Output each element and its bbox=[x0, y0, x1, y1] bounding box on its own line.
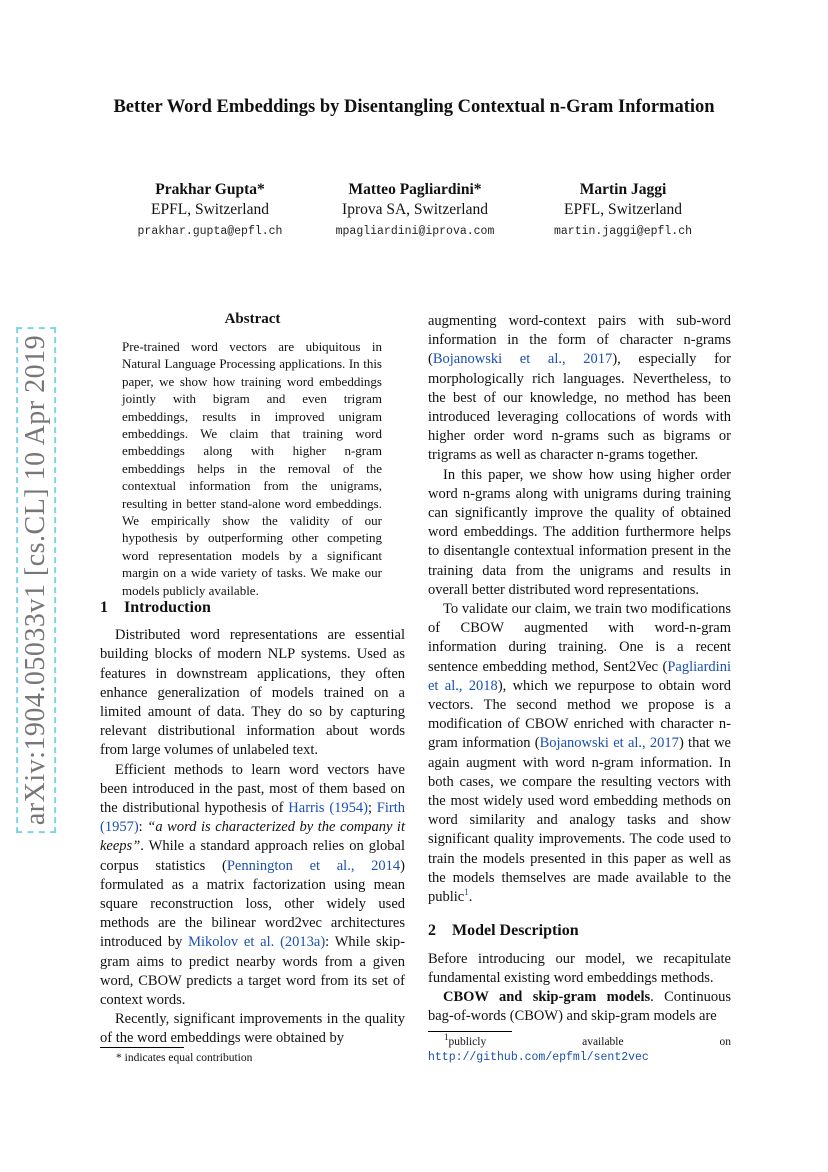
paragraph: augmenting word-context pairs with sub-word information in the form of character n-grams (Bojanowski et al., 2017), especially for morphologically rich languages. Nevertheless, to the best of our knowledge, no method has been introduced leveraging collocations of words with higher order word n-grams such as bigrams or trigrams as well as character n-grams together. bbox=[428, 313, 731, 464]
paper-title: Better Word Embeddings by Disentangling Contextual n-Gram Information bbox=[113, 97, 715, 117]
paragraph: In this paper, we show how using higher order word n-grams along with unigrams during training can significantly improve the quality of obtained word embeddings. The addition furthermore helps to disentangle contextual information present in the training data from the unigrams and results in overall better distributed word representations. bbox=[428, 466, 731, 598]
right-column bbox=[428, 312, 731, 1026]
author-affiliation: EPFL, Switzerland bbox=[564, 201, 682, 218]
section-heading bbox=[100, 598, 405, 617]
footnote-rule bbox=[100, 1047, 184, 1048]
author-email: mpagliardini@iprova.com bbox=[335, 225, 495, 238]
abstract-heading: Abstract bbox=[224, 311, 281, 327]
author-email: prakhar.gupta@epfl.ch bbox=[137, 225, 283, 238]
author-email: martin.jaggi@epfl.ch bbox=[553, 225, 693, 238]
author-name: Matteo Pagliardini* bbox=[348, 181, 482, 198]
footnote-mark: 1 bbox=[444, 1032, 449, 1043]
paragraph: Efficient methods to learn word vectors have been introduced in the past, most of them based on the distributional hypothesis of Harris (1954); Firth (1957): “a word is characterized by the company it keeps”. While a standard approach relies on global corpus statistics (Pennington et al., 2014) formulated as a matrix factorization using mean square reconstruction loss, other widely used methods are the bilinear word2vec architectures introduced by Mikolov et al. (2013a): While skip-gram aims to predict nearby words from a given word, CBOW predicts a target word from its set of context words. bbox=[100, 761, 405, 1009]
abstract-text: Pre-trained word vectors are ubiquitous in Natural Language Processing applications. In this paper, we show how training word embeddings jointly with bigram and even trigram embeddings, results in improved unigram embeddings. We claim that training word embeddings along with higher n-gram embeddings helps in the removal of the contextual information from the unigrams, resulting in better stand-alone word embeddings. We empirically show the validity of our hypothesis by outperforming other competing word representation models by a significant margin on a wide variety of tasks. We make our models publicly available. bbox=[122, 339, 382, 598]
arxiv-stamp bbox=[18, 330, 54, 830]
section-title: Model Description bbox=[452, 922, 579, 940]
author-name: Prakhar Gupta* bbox=[155, 181, 265, 198]
footnote: * indicates equal contribution bbox=[116, 1052, 253, 1064]
citation-link[interactable]: Bojanowski et al., 2017 bbox=[539, 735, 679, 752]
author-affiliation: EPFL, Switzerland bbox=[151, 201, 269, 218]
paragraph-run-in-heading: CBOW and skip-gram models bbox=[443, 988, 651, 1005]
author-block bbox=[305, 180, 525, 242]
left-column bbox=[100, 598, 405, 1049]
quote: “a word is characterized by the company it keeps” bbox=[100, 819, 405, 855]
paragraph: Before introducing our model, we recapitulate fundamental existing word embeddings methods. bbox=[428, 950, 731, 986]
section-title: Introduction bbox=[124, 599, 211, 616]
footnote-rule bbox=[428, 1031, 512, 1032]
section-number: 1 bbox=[100, 599, 108, 616]
author-block bbox=[100, 180, 320, 242]
footnote: $^1$publicly available on http://github.com/epfml/sent2vec bbox=[428, 1032, 731, 1064]
citation-link[interactable]: Pagliardini et al., 2018 bbox=[428, 658, 731, 694]
paragraph: CBOW and skip-gram models. Continuous bag-of-words (CBOW) and skip-gram models are bbox=[428, 988, 731, 1025]
footnote-url[interactable]: http://github.com/epfml/sent2vec bbox=[428, 1051, 649, 1064]
author-name: Martin Jaggi bbox=[579, 181, 667, 198]
paragraph: Distributed word representations are essential building blocks of modern NLP systems. Used as features in downstream applications, they often enhance generalization of models trained on a limited amount of data. They do so by capturing relevant distributional information about words from large volumes of unlabeled text. bbox=[100, 627, 405, 759]
paragraph: To validate our claim, we train two modifications of CBOW augmented with word-n-gram information during training. One is a recent sentence embedding method, Sent2Vec (Pagliardini et al., 2018), which we repurpose to obtain word vectors. The second method we propose is a modification of CBOW enriched with character n-gram information (Bojanowski et al., 2017) that we again augment with word n-gram information. In both cases, we compare the resulting vectors with the most widely used word embedding methods on word similarity and analogy tasks and show significant quality improvements. The code used to train the models presented in this paper as well as the models themselves are made available to the public$^1$. bbox=[428, 601, 731, 906]
section-number: 2 bbox=[428, 922, 436, 940]
author-block bbox=[513, 180, 733, 242]
paragraph: Recently, significant improvements in the quality of the word embeddings were obtained by bbox=[100, 1011, 405, 1047]
citation-link[interactable]: Firth (1957) bbox=[100, 800, 405, 836]
author-affiliation: Iprova SA, Switzerland bbox=[342, 201, 488, 218]
section-heading bbox=[428, 921, 731, 940]
footnote-marker[interactable]: 1 bbox=[464, 887, 469, 898]
arxiv-stamp-text: arXiv:1904.05033v1 [cs.CL] 10 Apr 2019 bbox=[20, 331, 52, 829]
citation-link[interactable]: Harris (1954) bbox=[288, 800, 368, 817]
citation-link[interactable]: Mikolov et al. (2013a) bbox=[188, 934, 326, 951]
citation-link[interactable]: Bojanowski et al., 2017 bbox=[432, 351, 613, 368]
citation-link[interactable]: Pennington et al., 2014 bbox=[226, 857, 401, 874]
